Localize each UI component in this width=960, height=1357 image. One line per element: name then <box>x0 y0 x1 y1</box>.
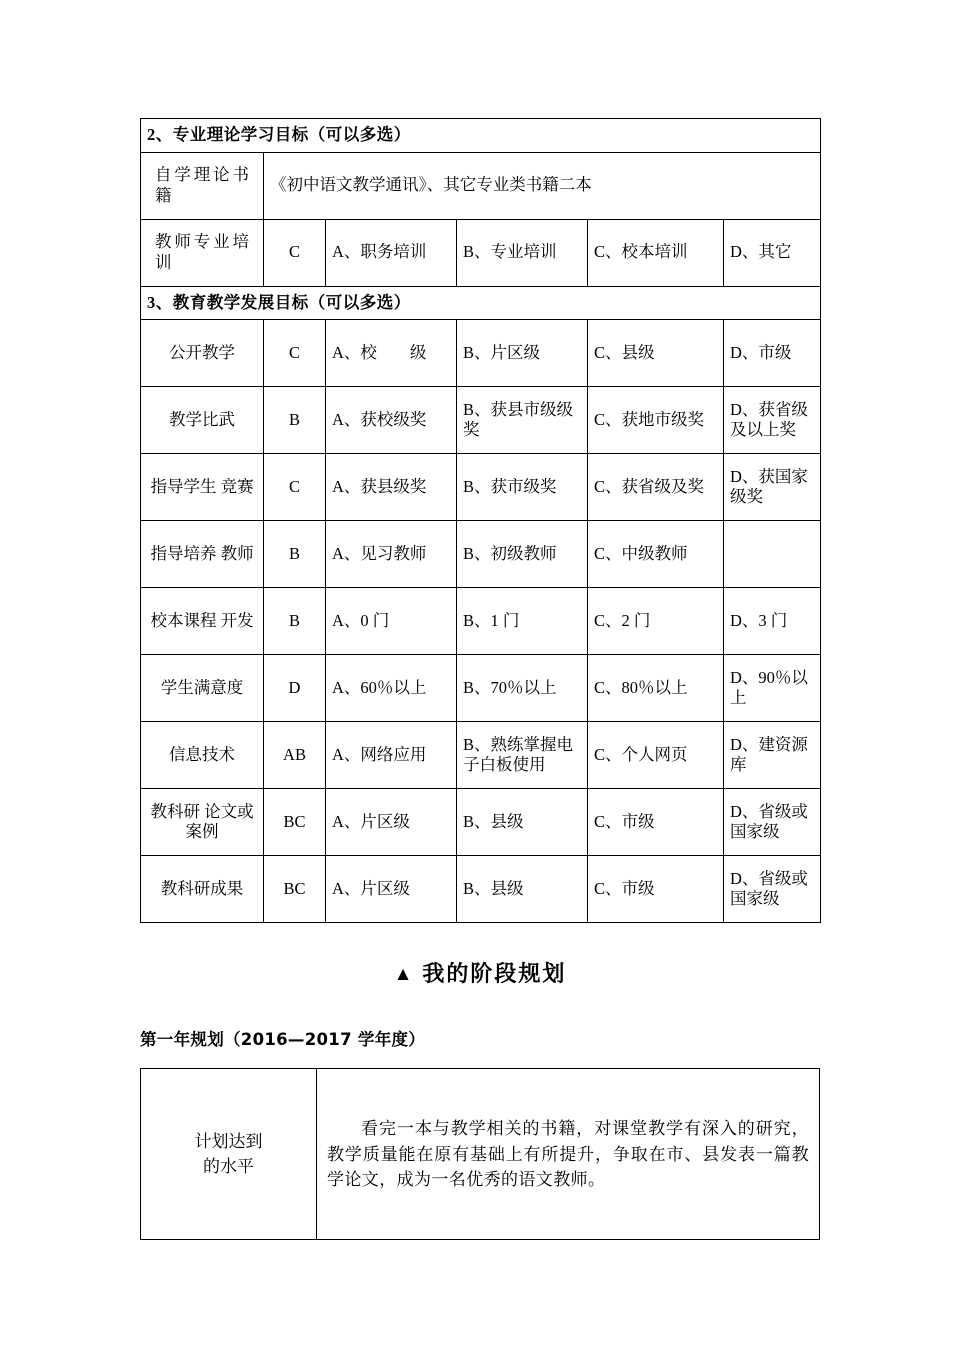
option-student-satisfaction-b: B、70％以上 <box>457 655 588 722</box>
option-information-technology-b: B、熟练掌握电子白板使用 <box>457 722 588 789</box>
code-student-satisfaction: D <box>264 655 326 722</box>
code-school-curriculum: B <box>264 588 326 655</box>
table-row <box>141 1069 820 1240</box>
option-public-teaching-c: C、县级 <box>588 320 724 387</box>
table-row <box>141 722 821 789</box>
row-label-information-technology: 信息技术 <box>141 722 264 789</box>
code-mentoring: B <box>264 521 326 588</box>
row-label-public-teaching: 公开教学 <box>141 320 264 387</box>
stage-plan-heading <box>140 957 820 988</box>
section-title-3: 3、教育教学发展目标（可以多选） <box>141 286 821 320</box>
option-student-satisfaction-c: C、80％以上 <box>588 655 724 722</box>
option-public-teaching-a: A、校 级 <box>326 320 457 387</box>
triangle-icon: ▲ <box>393 964 415 986</box>
stage-plan-heading-text: 我的阶段规划 <box>422 961 567 987</box>
table-row <box>141 655 821 722</box>
table-row <box>141 521 821 588</box>
option-student-satisfaction-d: D、90％以上 <box>724 655 821 722</box>
table-row <box>141 119 821 153</box>
option-research-results-a: A、片区级 <box>326 856 457 923</box>
option-mentoring-b: B、初级教师 <box>457 521 588 588</box>
table-row <box>141 387 821 454</box>
row-label-student-competition: 指导学生 竞赛 <box>141 454 264 521</box>
option-research-results-d: D、省级或国家级 <box>724 856 821 923</box>
option-teacher-training-a: A、职务培训 <box>326 219 457 286</box>
option-student-competition-c: C、获省级及奖 <box>588 454 724 521</box>
option-teacher-training-d: D、其它 <box>724 219 821 286</box>
row-label-self-study-books: 自学理论书籍 <box>141 152 264 219</box>
document-body <box>140 118 820 1240</box>
plan-level-content: 看完一本与教学相关的书籍，对课堂教学有深入的研究，教学质量能在原有基础上有所提升，争取在市、县发表一篇教学论文，成为一名优秀的语文教师。 <box>317 1069 820 1240</box>
option-teaching-contest-a: A、获校级奖 <box>326 387 457 454</box>
option-student-competition-d: D、获国家级奖 <box>724 454 821 521</box>
option-teacher-training-b: B、专业培训 <box>457 219 588 286</box>
option-public-teaching-d: D、市级 <box>724 320 821 387</box>
plan-level-label-line1: 计划达到 <box>194 1131 263 1151</box>
option-research-results-b: B、县级 <box>457 856 588 923</box>
plan-level-label-line2: 的水平 <box>203 1157 254 1177</box>
table-row <box>141 856 821 923</box>
first-year-plan-table <box>140 1068 820 1240</box>
option-public-teaching-b: B、片区级 <box>457 320 588 387</box>
option-school-curriculum-c: C、2 门 <box>588 588 724 655</box>
table-row <box>141 286 821 320</box>
code-information-technology: AB <box>264 722 326 789</box>
row-label-teaching-contest: 教学比武 <box>141 387 264 454</box>
row-label-research-paper: 教科研 论文或案例 <box>141 789 264 856</box>
row-label-research-results: 教科研成果 <box>141 856 264 923</box>
option-mentoring-a: A、见习教师 <box>326 521 457 588</box>
row-label-school-curriculum: 校本课程 开发 <box>141 588 264 655</box>
option-information-technology-a: A、网络应用 <box>326 722 457 789</box>
table-row <box>141 454 821 521</box>
option-student-satisfaction-a: A、60％以上 <box>326 655 457 722</box>
option-teaching-contest-c: C、获地市级奖 <box>588 387 724 454</box>
code-student-competition: C <box>264 454 326 521</box>
code-public-teaching: C <box>264 320 326 387</box>
code-teacher-training: C <box>264 219 326 286</box>
row-label-student-satisfaction: 学生满意度 <box>141 655 264 722</box>
option-research-paper-a: A、片区级 <box>326 789 457 856</box>
row-label-teacher-training: 教师专业培训 <box>141 219 264 286</box>
option-mentoring-d <box>724 521 821 588</box>
row-label-mentoring: 指导培养 教师 <box>141 521 264 588</box>
option-school-curriculum-a: A、0 门 <box>326 588 457 655</box>
option-mentoring-c: C、中级教师 <box>588 521 724 588</box>
option-research-results-c: C、市级 <box>588 856 724 923</box>
option-information-technology-c: C、个人网页 <box>588 722 724 789</box>
option-research-paper-d: D、省级或国家级 <box>724 789 821 856</box>
goals-table <box>140 118 821 923</box>
table-row <box>141 789 821 856</box>
code-teaching-contest: B <box>264 387 326 454</box>
table-row <box>141 152 821 219</box>
option-student-competition-b: B、获市级奖 <box>457 454 588 521</box>
option-school-curriculum-b: B、1 门 <box>457 588 588 655</box>
code-research-paper: BC <box>264 789 326 856</box>
code-research-results: BC <box>264 856 326 923</box>
option-school-curriculum-d: D、3 门 <box>724 588 821 655</box>
section-title-2: 2、专业理论学习目标（可以多选） <box>141 119 821 153</box>
option-research-paper-c: C、市级 <box>588 789 724 856</box>
table-row <box>141 219 821 286</box>
first-year-plan-subheading: 第一年规划（2016—2017 学年度） <box>140 1030 426 1050</box>
option-teaching-contest-d: D、获省级及以上奖 <box>724 387 821 454</box>
option-student-competition-a: A、获县级奖 <box>326 454 457 521</box>
table-row <box>141 588 821 655</box>
table-row <box>141 320 821 387</box>
plan-level-label <box>141 1069 317 1240</box>
option-teaching-contest-b: B、获县市级级奖 <box>457 387 588 454</box>
self-study-books-content: 《初中语文教学通讯》、其它专业类书籍二本 <box>264 152 821 219</box>
option-information-technology-d: D、建资源库 <box>724 722 821 789</box>
option-research-paper-b: B、县级 <box>457 789 588 856</box>
option-teacher-training-c: C、校本培训 <box>588 219 724 286</box>
